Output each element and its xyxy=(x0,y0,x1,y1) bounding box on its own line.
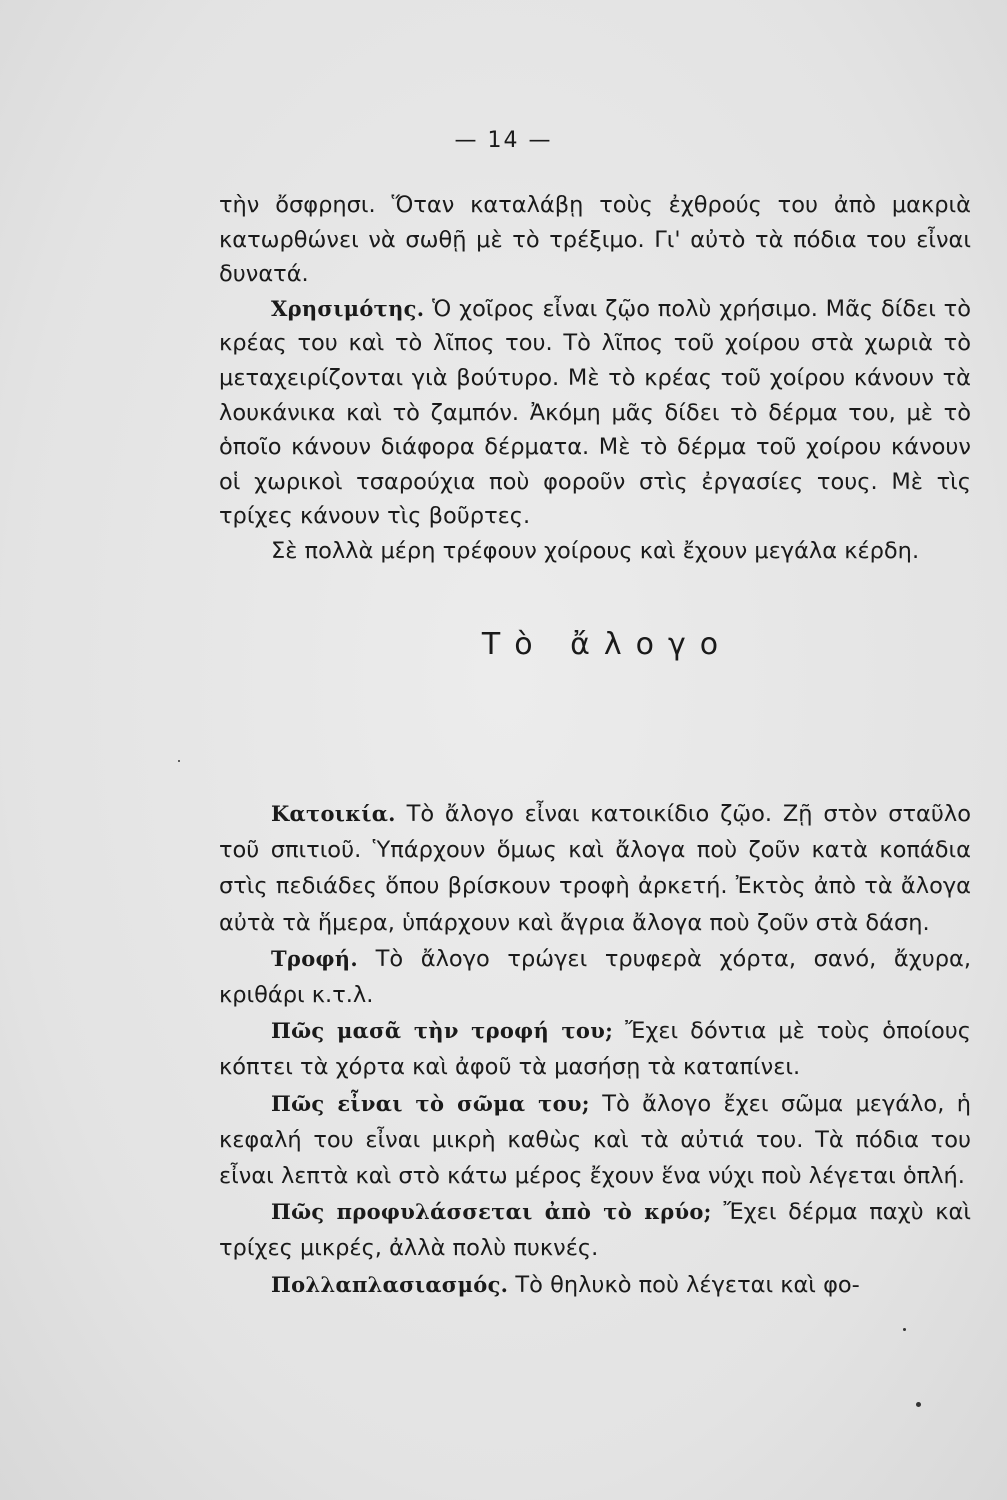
paragraph-body xyxy=(219,1086,971,1195)
cold-text: Ἔχει δέρμα παχὺ καὶ τρίχες μικρές, ἀλλὰ πολὺ πυκνές. xyxy=(219,1199,971,1262)
body-label: Πῶς εἶναι τὸ σῶμα του; xyxy=(271,1090,590,1116)
section-heading: Τὸ ἄλογο xyxy=(481,626,733,662)
habitat-text: Τὸ ἄλογο εἶναι κατοικίδιο ζῷο. Ζῇ στὸν σταῦλο τοῦ σπιτιοῦ. Ὑπάρχουν ὅμως καὶ ἄλογα ποὺ ζοῦν κατὰ κοπάδια στὶς πεδιάδες ὅπου βρίσκουν τροφὴ ἀρκετή. Ἐκτὸς ἀπὸ τὰ ἄλογα αὐτὰ τὰ ἥμερα, ὑπάρχουν καὶ ἄγρια ἄλογα ποὺ ζοῦν στὰ δάση. xyxy=(219,801,971,936)
food-label: Τροφή. xyxy=(271,945,358,971)
horse-section xyxy=(219,796,971,1303)
ink-speck xyxy=(178,760,180,762)
cold-label: Πῶς προφυλάσσεται ἀπὸ τὸ κρύο; xyxy=(271,1199,712,1225)
paragraph-cold xyxy=(219,1194,971,1266)
ink-speck xyxy=(903,1328,906,1331)
chewing-label: Πῶς μασᾶ τὴν τροφή του; xyxy=(271,1018,614,1044)
paragraph-usefulness xyxy=(219,292,971,534)
paragraph-chewing xyxy=(219,1013,971,1085)
usefulness-label: Χρησιμότης. xyxy=(271,295,425,321)
pig-section xyxy=(219,188,971,731)
reproduction-text: Τὸ θηλυκὸ ποὺ λέγεται καὶ φο- xyxy=(508,1271,860,1298)
food-text: Τὸ ἄλογο τρώγει τρυφερὰ χόρτα, σανό, ἄχυρα, κριθάρι κ.τ.λ. xyxy=(219,945,971,1009)
paragraph-reproduction xyxy=(219,1267,971,1303)
paragraph-habitat xyxy=(219,796,971,941)
usefulness-text: Ὁ χοῖρος εἶναι ζῷο πολὺ χρήσιμο. Μᾶς δίδει τὸ κρέας του καὶ τὸ λῖπος του. Τὸ λῖπος τοῦ χοίρου στὰ χωριὰ τὸ μεταχειρίζονται γιὰ βούτυρο. Μὲ τὸ κρέας τοῦ χοίρου κάνουν τὰ λουκάνικα καὶ τὸ ζαμπόν. Ἀκόμη μᾶς δίδει τὸ δέρμα του, μὲ τὸ ὁποῖο κάνουν διάφορα δέρματα. Μὲ τὸ δέρμα τοῦ χοίρου κάνουν οἱ χωρικοὶ τσαρούχια ποὺ φοροῦν στὶς ἐργασίες τους. Μὲ τὶς τρίχες κάνουν τὶς βοῦρτες. xyxy=(219,295,971,530)
paragraph-food xyxy=(219,941,971,1013)
reproduction-label: Πολλαπλασιασμός. xyxy=(271,1271,509,1297)
habitat-label: Κατοικία. xyxy=(271,801,396,826)
paragraph-profit: Σὲ πολλὰ μέρη τρέφουν χοίρους καὶ ἔχουν μεγάλα κέρδη. xyxy=(271,537,920,564)
chewing-text: Ἔχει δόντια μὲ τοὺς ὁποίους κόπτει τὰ χόρτα καὶ ἀφοῦ τὰ μασήσῃ τὰ καταπίνει. xyxy=(219,1018,971,1081)
ink-speck xyxy=(916,1402,921,1407)
paragraph-smell: τὴν ὄσφρησι. Ὅταν καταλάβῃ τοὺς ἐχθρούς του ἀπὸ μακριὰ κατωρθώνει νὰ σωθῇ μὲ τὸ τρέξιμο. Γι' αὐτὸ τὰ πόδια του εἶναι δυνατά. xyxy=(219,192,971,288)
body-text: Τὸ ἄλογο ἔχει σῶμα μεγάλο, ἡ κεφαλή του εἶναι μικρὴ καθὼς καὶ τὰ αὐτιά του. Τὰ πόδια του εἶναι λεπτὰ καὶ στὸ κάτω μέρος ἔχουν ἕνα νύχι ποὺ λέγεται ὁπλή. xyxy=(219,1090,971,1190)
page-number: — 14 — xyxy=(454,128,553,153)
